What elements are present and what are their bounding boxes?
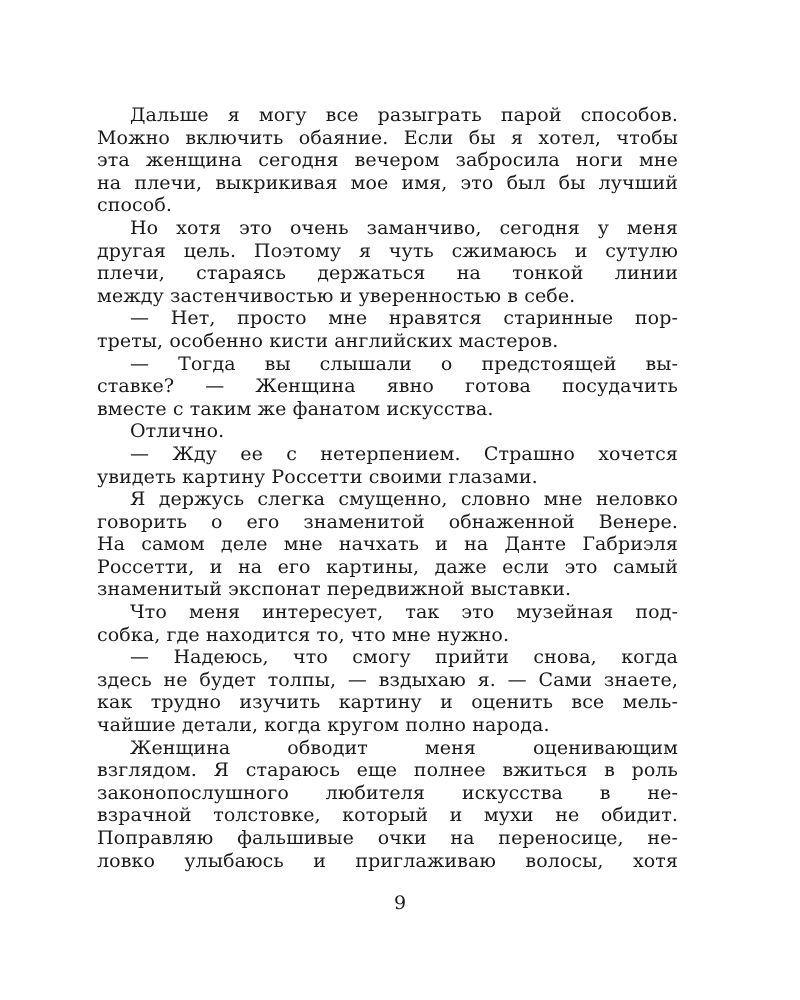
text-line: знаменитый экспонат передвижной выставки. bbox=[97, 578, 572, 601]
text-line: Поправляю фальшивые очки на переносице, не- bbox=[97, 827, 678, 849]
text-line: вместе с таким же фанатом искусства. bbox=[97, 397, 494, 420]
text-line: чайшие детали, когда кругом полно народа. bbox=[97, 714, 550, 737]
text-line: Женщина обводит меня оценивающим bbox=[130, 736, 678, 759]
text-line: на плечи, выкрикивая мое имя, это был бы лучший bbox=[97, 171, 678, 194]
text-line: другая цель. Поэтому я чуть сжимаюсь и сутулю bbox=[97, 239, 678, 262]
text-line: собка, где находится то, что мне нужно. bbox=[97, 623, 510, 646]
text-line: треты, особенно кисти английских мастеров. bbox=[97, 329, 559, 352]
text-line: увидеть картину Россетти своими глазами. bbox=[97, 465, 538, 488]
text-line: как трудно изучить картину и оценить все мель- bbox=[97, 691, 678, 714]
text-line: ловко улыбаюсь и приглаживаю волосы, хотя bbox=[97, 849, 678, 872]
text-line: взглядом. Я стараюсь еще полнее вжиться в роль bbox=[97, 759, 678, 782]
text-line: законопослушного любителя искусства в не- bbox=[97, 781, 678, 804]
text-line: — Тогда вы слышали о предстоящей вы- bbox=[130, 352, 678, 375]
text-line: — Нет, просто мне нравятся старинные пор- bbox=[130, 307, 678, 330]
page-number: 9 bbox=[393, 892, 407, 914]
text-line: эта женщина сегодня вечером забросила ноги мне bbox=[97, 149, 678, 172]
text-line: плечи, стараясь держаться на тонкой линии bbox=[97, 262, 678, 285]
text-line: Отлично. bbox=[130, 420, 225, 443]
text-line: На самом деле мне начхать и на Данте Габриэля bbox=[97, 533, 678, 556]
text-line: Россетти, и на его картины, даже если это самый bbox=[97, 555, 678, 578]
text-line: — Надеюсь, что смогу прийти снова, когда bbox=[130, 646, 678, 669]
text-line: — Жду ее с нетерпением. Страшно хочется bbox=[130, 442, 678, 465]
text-line: ставке? — Женщина явно готова посудачить bbox=[97, 375, 678, 398]
text-line: Дальше я могу все разыграть парой способов. bbox=[130, 104, 678, 126]
text-line: способ. bbox=[97, 194, 173, 217]
text-line: между застенчивостью и уверенностью в себе. bbox=[97, 284, 576, 307]
text-line: Я держусь слегка смущенно, словно мне неловко bbox=[130, 488, 678, 511]
text-line: взрачной толстовке, который и мухи не обидит. bbox=[97, 804, 678, 827]
text-line: Можно включить обаяние. Если бы я хотел, чтобы bbox=[97, 126, 678, 149]
text-line: Но хотя это очень заманчиво, сегодня у меня bbox=[130, 216, 678, 239]
text-line: говорить о его знаменитой обнаженной Венере. bbox=[97, 510, 678, 533]
text-line: Что меня интересует, так это музейная под- bbox=[130, 601, 678, 624]
body-text bbox=[97, 104, 678, 872]
text-line: здесь не будет толпы, — вздыхаю я. — Сами знаете, bbox=[97, 668, 678, 691]
